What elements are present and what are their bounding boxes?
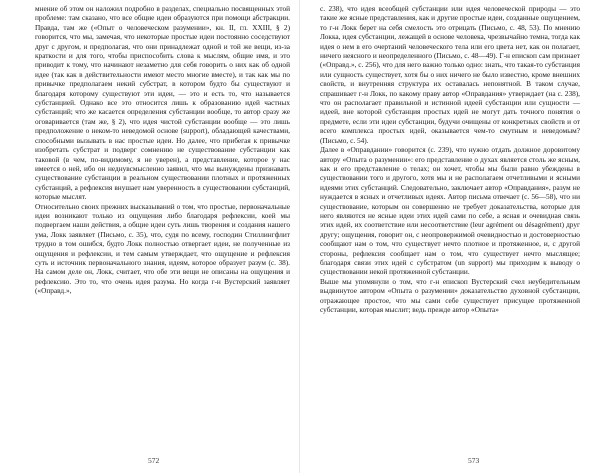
paragraph: Относительно своих прежних высказываний о том, что простые, первоначальные идеи возникают только из ощущения либо благодаря рефлексии, коей мы подвергаем наши действия, а общие идеи суть лишь творения и создания нашего ума, Локк заявляет (Письмо, с. 35), что, судя по всему, господин Стиллингфлит трудно в том ошибся, будто Локк полностью отвергает идеи, не полученные из ощущения и рефлексии, и тем самым утверждает, что ощущение и рефлексия суть и источник первоначального знания, идеям, которое образует разум (с. 38). На самом деле он, Локк, считает, что обе эти вещи не описаны на ощущения и рефлексию. Это то, что очень идея разума. Но когда г-н Вустерский заявляет («Оправд.», bbox=[35, 201, 290, 296]
paragraph: мнение об этом он наложил подробно в разделах, специально посвященных этой проблеме: там сказано, что все общие идеи образуются при помощи абстракции. Правда, там же («Опыт о человеческом разумении», кн. II, гл. XXIII, § 2) говорится, что мы, замечая, что некоторые простые идеи постоянно соседствуют друг с другом, и предполагая, что они принадлежат одной и той же вещи, из-за краткости и для того, чтобы приспособить слова к мыслям, общие имя, и это приводит к тому, что начинают незаметно для себя говорить о них как об одной идее (так как в действительности имеют место многие вместе), и так как мы по привычке предполагаем некий субстрат, в котором будто бы существуют и благодаря которому существуют эти идеи, — это и есть то, что называется субстанцией. Однако все это относится лишь к образованию идей частных субстанций; что же касается определения субстанции вообще, то автор сразу же оговаривается (там же, § 2), что идея чистой субстанции вообще — это лишь предположение о неком-то неведомой основе (support), обладающей качествами, способными вызывать в нас простые идеи. Но далее, что прибегая к привычке изобретать субстрат и подверг сомнению не существование субстанции как таковой (в чем, по-видимому, я не уверен), а представление, которое у нас имеется о ней, ибо он неднувсмысленно заявил, что мы вынуждены признавать существование субстанции в реальном существовании плотных и протяженных субстанций, а рефлексия внушает нам уверенность в существовании субстанций, которые мыслят. bbox=[35, 4, 290, 202]
right-page bbox=[300, 0, 600, 473]
right-page-text bbox=[320, 4, 580, 314]
paragraph: Выше мы упомянули о том, что г-н епископ Вустерский счел неубедительным выдвинутое автором «Опыта о разумении» доказательство духовной субстанции, отражающее простое, что мы сами себе существует присущее протяженной субстанции, которая мыслит; ведь прежде автор «Опыта» bbox=[320, 276, 580, 314]
paragraph: Далее в «Оправдании» говорится (с. 239), что нужно отдать должное доровитому автору «Опыта о разумении»: его представление о духах является столь же ясным, как и его представление о телах; он хочет, чтобы мы были равно убеждены в существовании того и другого, хотя мы и не располагаем отчетливыми и ясными идеями этих субстанций. Следовательно, заключает автор «Оправдания», разум не нуждается в ясных и отчетливых идеях. Автор письма отвечает (с. 56—58), что ни существование, которым он совершенно не требует доказательства, которые для него являются не ясные идеи этих идей сами по себе, а ясная и очевидная связь этих идей, их соответствие или несоответствие (leur agrément ou désagrément) друг другу; ощущения, говорит он, с неопровержимой очевидностью и достоверностью сообщают нам о том, что существует нечто плотное и протяженное, и, с другой стороны, рефлексия сообщает нам о том, что существует нечто мыслящее; благодаря связи этих идей с субстратом (un support) мы приходим к выводу о существовании некой протяженной субстанции. bbox=[320, 145, 580, 277]
page-number-left: 572 bbox=[148, 456, 160, 465]
paragraph: с. 238), что идея всеобщей субстанции или идея человеческой природы — это такие же ясные представления, как и другие простые идеи, созданные ощущением, то г-н Локк берет на себя смелость это отрицать (Письмо, с. 48, 53). По мнению Локка, идея субстанции, лежащей в основе человека, чрезвычайно темна, тогда как идея о нем в его очертаний человеческого тела или его цвета нет, как он полагает, ничего неясного и неопределенного (Письмо, с. 48—49). Г-н епископ сам признает («Оправд.», с. 256), что для него важно только одно: знать, что такая-то субстанция или сущность существует, хотя бы о них ничего не было известно, кроме внешних свойств, и внутренняя структура их оставалась непонятной. В таком случае, спрашивает г-н Локк, по какому праву автор «Оправдания» утверждает (на с. 238), что он располагает правильной и истинной идеей субстанции или сущности — идеей, вне которой субстанция простых идей не могут дать точного понятия о предмете, если эти идеи субстанции, будучи очищены от конкретных свойств и от всего комплекса простых идей, оказывается чем-то смутным и неведомым? (Письмо, с. 54). bbox=[320, 4, 580, 145]
page-number-right: 573 bbox=[468, 456, 480, 465]
left-page-text bbox=[35, 4, 290, 296]
